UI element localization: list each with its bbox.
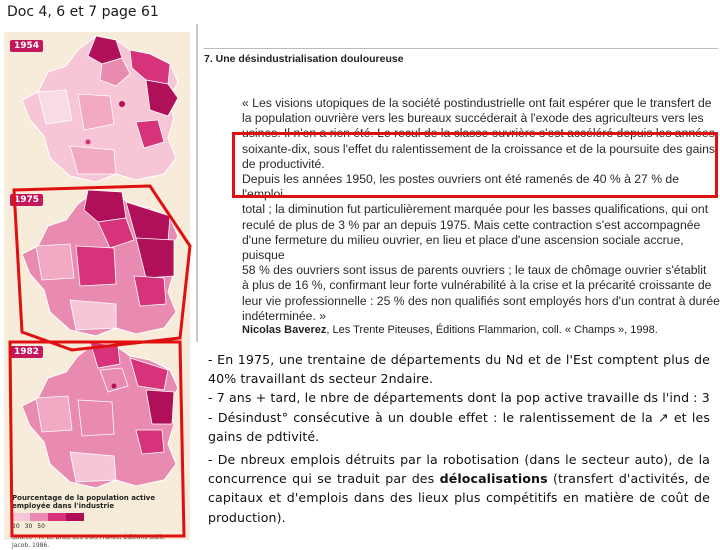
quote-line: d'une fermeture du milieu ouvrier, en lieu et place d'une ascension sociale accrue, puisque bbox=[242, 232, 684, 263]
region-south bbox=[70, 146, 116, 174]
map-france-1954 bbox=[18, 34, 184, 184]
map-france-1975 bbox=[18, 188, 184, 338]
slide-title: Doc 4, 6 et 7 page 61 bbox=[7, 4, 159, 20]
note-delocalisations-pre: - De nbreux emplois détruits par la robotisation (dans le secteur auto), de la concurrence qui se traduit par des bbox=[208, 452, 710, 487]
note-delocalisations-post: (transfert d'activités, de capitaux et d'emplois dans des lieux plus compétitifs en matière de coût de production). bbox=[208, 471, 710, 525]
quote-line: reculé de plus de 3 % par an depuis 1975. Mais cette contraction s'est accompagnée bbox=[242, 217, 701, 232]
quote-line: à plus de 16 %, confirmant leur forte vulnérabilité à la crise et la précarité croissante de bbox=[242, 278, 712, 293]
region-south bbox=[70, 452, 116, 482]
region-center bbox=[76, 246, 116, 286]
legend-tick: 50 bbox=[37, 523, 45, 530]
doc7-quote bbox=[242, 96, 720, 324]
quote-line: Depuis les années 1950, les postes ouvriers ont été ramenés de 40 % à 27 % de l'emploi bbox=[242, 172, 679, 202]
legend-tick: 20 bbox=[12, 523, 20, 530]
doc7-author: Nicolas Baverez bbox=[242, 324, 327, 336]
doc7-source bbox=[242, 324, 720, 336]
legend-swatch-low bbox=[12, 513, 30, 521]
legend-source: Source : H. Le Bras, Les trois France, Éditions Odile Jacob, 1986. bbox=[12, 534, 165, 549]
map-france-1982 bbox=[18, 340, 184, 490]
region-west bbox=[36, 396, 72, 432]
quote-line: total ; la diminution fut particulièrement marquée pour les basses qualifications, qui ont bbox=[242, 202, 709, 217]
legend-swatch-high bbox=[48, 513, 66, 521]
region-center bbox=[78, 94, 114, 130]
doc7-source-rest: , Les Trente Piteuses, Éditions Flammarion, coll. « Champs », 1998. bbox=[326, 324, 658, 336]
map-panel bbox=[4, 32, 190, 549]
region-south bbox=[70, 300, 116, 330]
map-year-1975: 1975 bbox=[10, 194, 43, 206]
quote-line: soixante-dix, sous l'effet du ralentissement de la croissance et de la poursuite des gains bbox=[242, 141, 715, 156]
note-1975: - En 1975, une trentaine de départements du Nd et de l'Est comptent plus de 40% travaillant ds secteur 2ndaire. bbox=[208, 352, 710, 387]
legend-swatch-mid bbox=[30, 513, 48, 521]
region-rhone bbox=[134, 276, 166, 306]
note-delocalisations-term: délocalisations bbox=[439, 471, 548, 487]
quote-line: « Les visions utopiques de la société postindustrielle ont fait espérer que le transfert de bbox=[242, 96, 712, 110]
map-dot bbox=[86, 140, 91, 145]
quote-line: la population ouvrière vers les bureaux succéderait à l'exode des agriculteurs vers les bbox=[242, 111, 704, 126]
quote-line: indéterminée. » bbox=[242, 308, 327, 323]
region-west bbox=[36, 244, 74, 280]
region-center bbox=[78, 400, 114, 436]
legend-ticks bbox=[12, 523, 182, 531]
note-delocalisations bbox=[208, 450, 710, 527]
map-year-1982: 1982 bbox=[10, 346, 43, 358]
legend-tick: 30 bbox=[24, 523, 33, 530]
legend-title: Pourcentage de la population active employée dans l'industrie bbox=[12, 494, 156, 510]
quote-line: usines. Il n'en a rien été. Le recul de la classe ouvrière s'est accéléré depuis les années bbox=[242, 126, 715, 141]
quote-line: 58 % des ouvriers sont issus de parents ouvriers ; le taux de chômage ouvrier s'établit bbox=[242, 263, 707, 278]
map-dot bbox=[112, 384, 117, 389]
note-1982: - 7 ans + tard, le nbre de départements dont la pop active travaille ds l'ind : 3 bbox=[208, 390, 710, 406]
doc7-highlight-frame bbox=[232, 132, 718, 198]
map-legend bbox=[12, 494, 182, 550]
note-desindustrialisation: - Désindust° consécutive à un double effet : le ralentissement de la ↗ et les gains de pdtivité. bbox=[208, 409, 710, 444]
map-dot bbox=[119, 101, 125, 107]
legend-swatch-top bbox=[66, 513, 84, 521]
doc7-heading: 7. Une désindustrialisation douloureuse bbox=[204, 48, 718, 65]
quote-line: leur vie professionnelle : 25 % des non qualifiés sont employés hors d'un contrat à durée bbox=[242, 293, 720, 308]
notes bbox=[208, 350, 710, 527]
legend-scale bbox=[12, 513, 182, 521]
map-year-1954: 1954 bbox=[10, 40, 43, 52]
quote-line: de productivité. bbox=[242, 156, 325, 171]
